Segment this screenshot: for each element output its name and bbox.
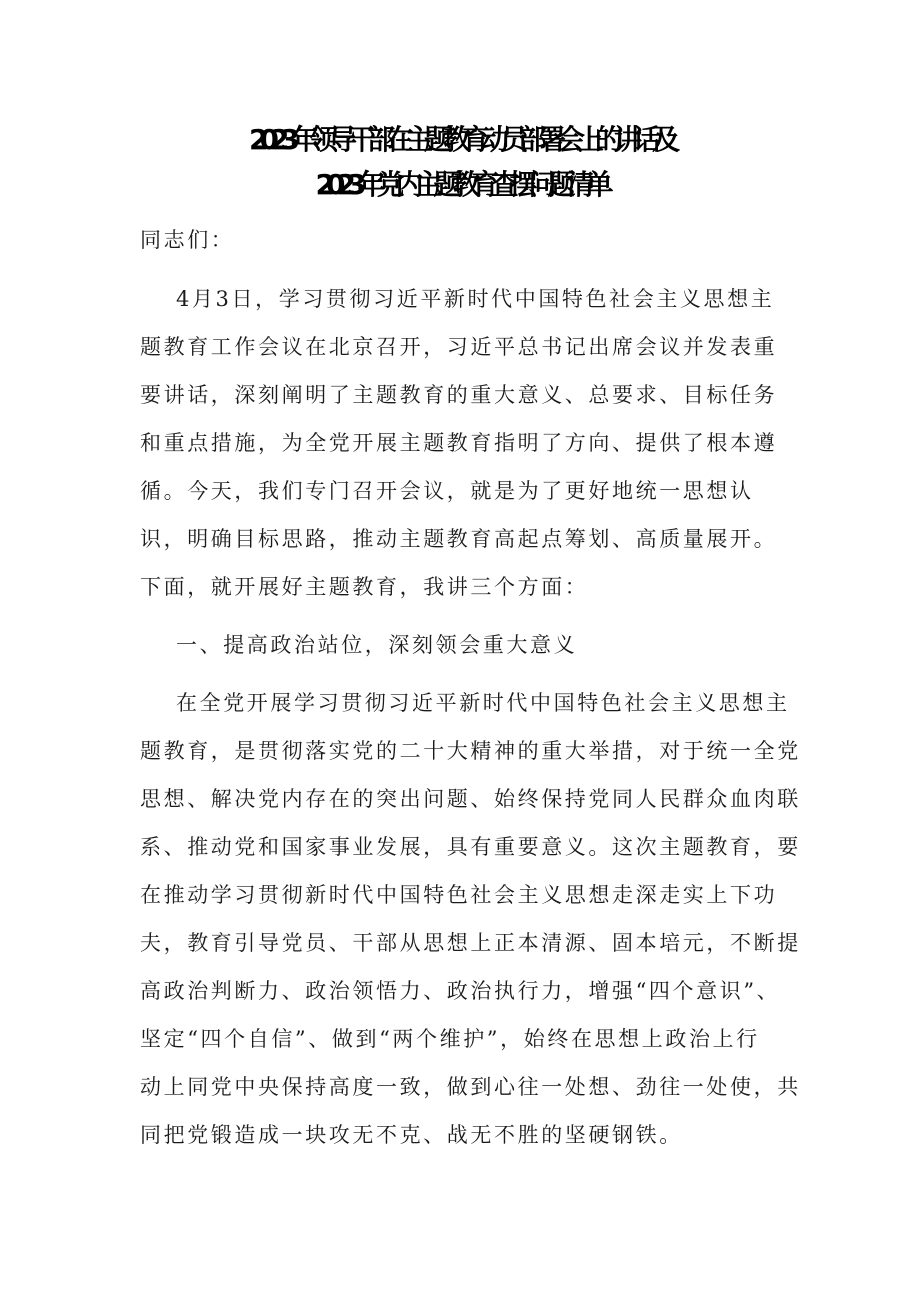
paragraph-1-line: 题教育工作会议在北京召开，习近平总书记出席会议并发表重 [140, 335, 778, 359]
section-heading-1: 一、提高政治站位，深刻领会重大意义 [176, 633, 578, 657]
paragraph-2-line: 在推动学习贯彻新时代中国特色社会主义思想走深走实上下功 [140, 883, 778, 907]
document-title-line-1: 2023年领导干部在主题教育动员部署会上的讲话及 [249, 123, 671, 156]
paragraph-2-line: 坚定“四个自信”、做到“两个维护”，始终在思想上政治上行 [140, 1027, 760, 1051]
paragraph-1-line: 循。今天，我们专门召开会议，就是为了更好地统一思想认 [140, 479, 754, 503]
paragraph-1-line: 4月3日，学习贯彻习近平新时代中国特色社会主义思想主 [176, 287, 775, 311]
paragraph-2-line: 在全党开展学习贯彻习近平新时代中国特色社会主义思想主 [176, 691, 790, 715]
paragraph-2-line: 思想、解决党内存在的突出问题、始终保持党同人民群众血肉联 [140, 787, 801, 811]
paragraph-2-line: 同把党锻造成一块攻无不克、战无不胜的坚硬钢铁。 [140, 1123, 683, 1147]
paragraph-2-line: 题教育，是贯彻落实党的二十大精神的重大举措，对于统一全党 [140, 739, 801, 763]
paragraph-1-line: 识，明确目标思路，推动主题教育高起点筹划、高质量展开。 [140, 527, 778, 551]
paragraph-1-line: 要讲话，深刻阐明了主题教育的重大意义、总要求、目标任务 [140, 383, 778, 407]
paragraph-1-line: 下面，就开展好主题教育，我讲三个方面： [140, 575, 589, 599]
paragraph-1-line: 和重点措施，为全党开展主题教育指明了方向、提供了根本遵 [140, 431, 778, 455]
paragraph-2-line: 夫，教育引导党员、干部从思想上正本清源、固本培元，不断提 [140, 931, 801, 955]
paragraph-2-line: 系、推动党和国家事业发展，具有重要意义。这次主题教育，要 [140, 835, 801, 859]
salutation: 同志们： [140, 228, 235, 252]
paragraph-2-line: 高政治判断力、政治领悟力、政治执行力，增强“四个意识”、 [140, 979, 781, 1003]
document-title-line-2: 2023年党内主题教育查摆问题清单 [315, 168, 605, 201]
paragraph-2-line: 动上同党中央保持高度一致，做到心往一处想、劲往一处使，共 [140, 1075, 801, 1099]
